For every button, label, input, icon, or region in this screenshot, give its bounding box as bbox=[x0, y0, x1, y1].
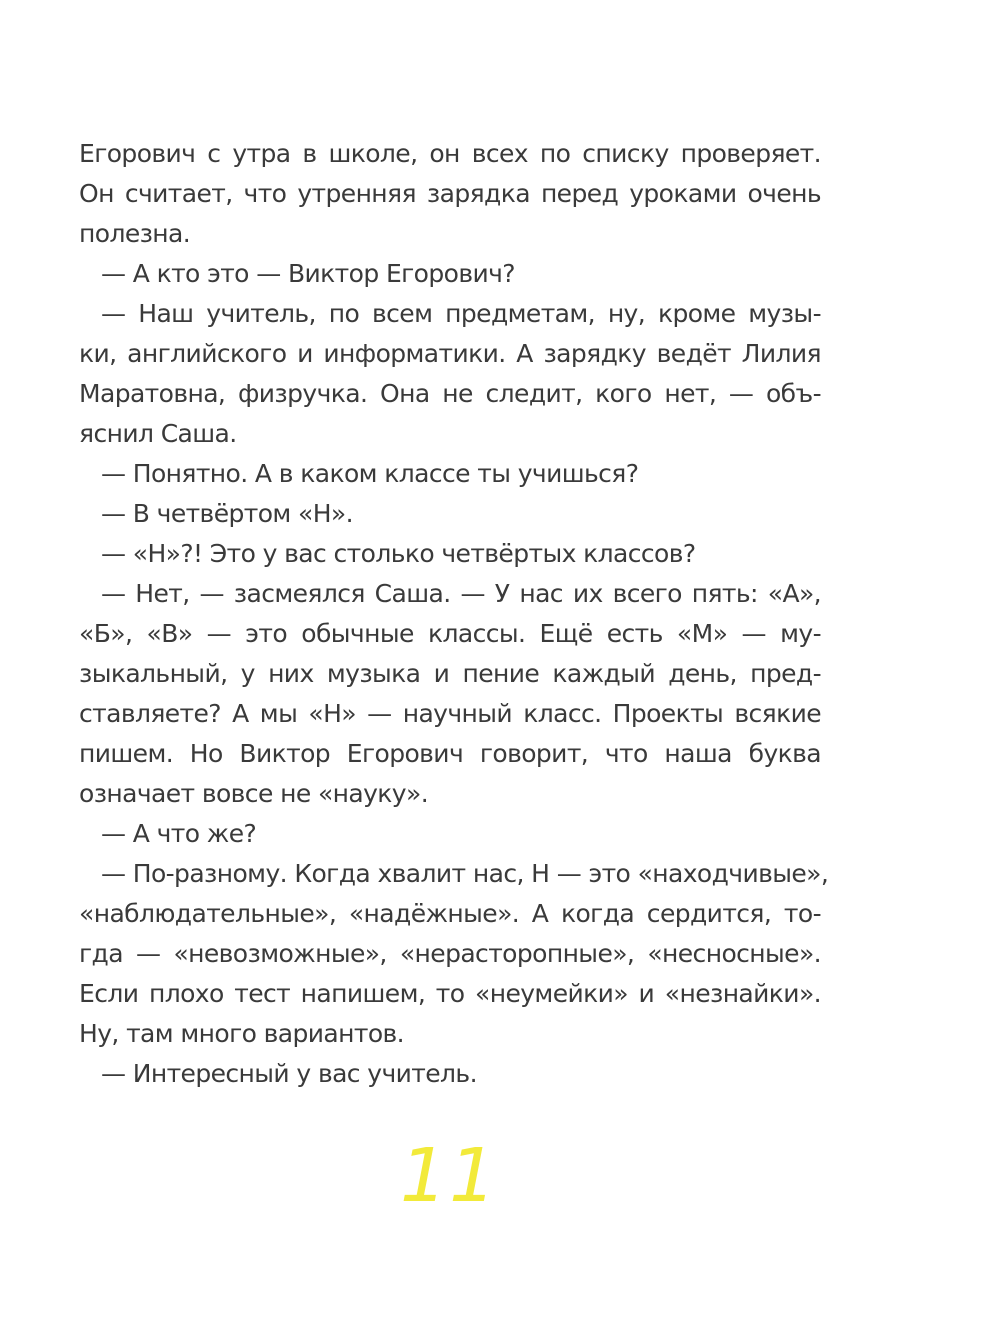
text-line-3: полезна. bbox=[79, 219, 191, 248]
text-line-23: Ну, там много вариантов. bbox=[79, 1019, 405, 1048]
text-line-18: — А что же? bbox=[101, 819, 257, 848]
text-line-2: Он считает, что утренняя зарядка перед уроками очень bbox=[79, 179, 821, 208]
page-text bbox=[79, 134, 829, 1094]
text-line-4: — А кто это — Виктор Егорович? bbox=[101, 259, 515, 288]
text-line-7: Маратовна, физручка. Она не следит, кого нет, — объ- bbox=[79, 379, 821, 408]
text-line-11: — «Н»?! Это у вас столько четвёртых классов? bbox=[101, 539, 696, 568]
text-line-21: гда — «невозможные», «нерасторопные», «несносные». bbox=[79, 939, 821, 968]
text-line-8: яснил Саша. bbox=[79, 419, 237, 448]
page-number: 11 bbox=[400, 1133, 499, 1219]
text-line-10: — В четвёртом «Н». bbox=[101, 499, 353, 528]
text-line-5: — Наш учитель, по всем предметам, ну, кроме музы- bbox=[101, 299, 821, 328]
text-line-17: означает вовсе не «науку». bbox=[79, 779, 429, 808]
text-line-15: ставляете? А мы «Н» — научный класс. Проекты всякие bbox=[79, 699, 821, 728]
text-line-22: Если плохо тест напишем, то «неумейки» и «незнайки». bbox=[79, 979, 821, 1008]
text-line-6: ки, английского и информатики. А зарядку ведёт Лилия bbox=[79, 339, 821, 368]
text-line-9: — Понятно. А в каком классе ты учишься? bbox=[101, 459, 639, 488]
text-line-16: пишем. Но Виктор Егорович говорит, что наша буква bbox=[79, 739, 821, 768]
text-line-19: — По-разному. Когда хвалит нас, Н — это «находчивые», bbox=[101, 859, 829, 888]
text-line-1: Егорович с утра в школе, он всех по списку проверяет. bbox=[79, 139, 821, 168]
text-line-20: «наблюдательные», «надёжные». А когда сердится, то- bbox=[79, 899, 821, 928]
text-line-12: — Нет, — засмеялся Саша. — У нас их всего пять: «А», bbox=[101, 579, 821, 608]
text-line-24: — Интересный у вас учитель. bbox=[101, 1059, 477, 1088]
text-line-13: «Б», «В» — это обычные классы. Ещё есть «М» — му- bbox=[79, 619, 821, 648]
text-line-14: зыкальный, у них музыка и пение каждый день, пред- bbox=[79, 659, 821, 688]
